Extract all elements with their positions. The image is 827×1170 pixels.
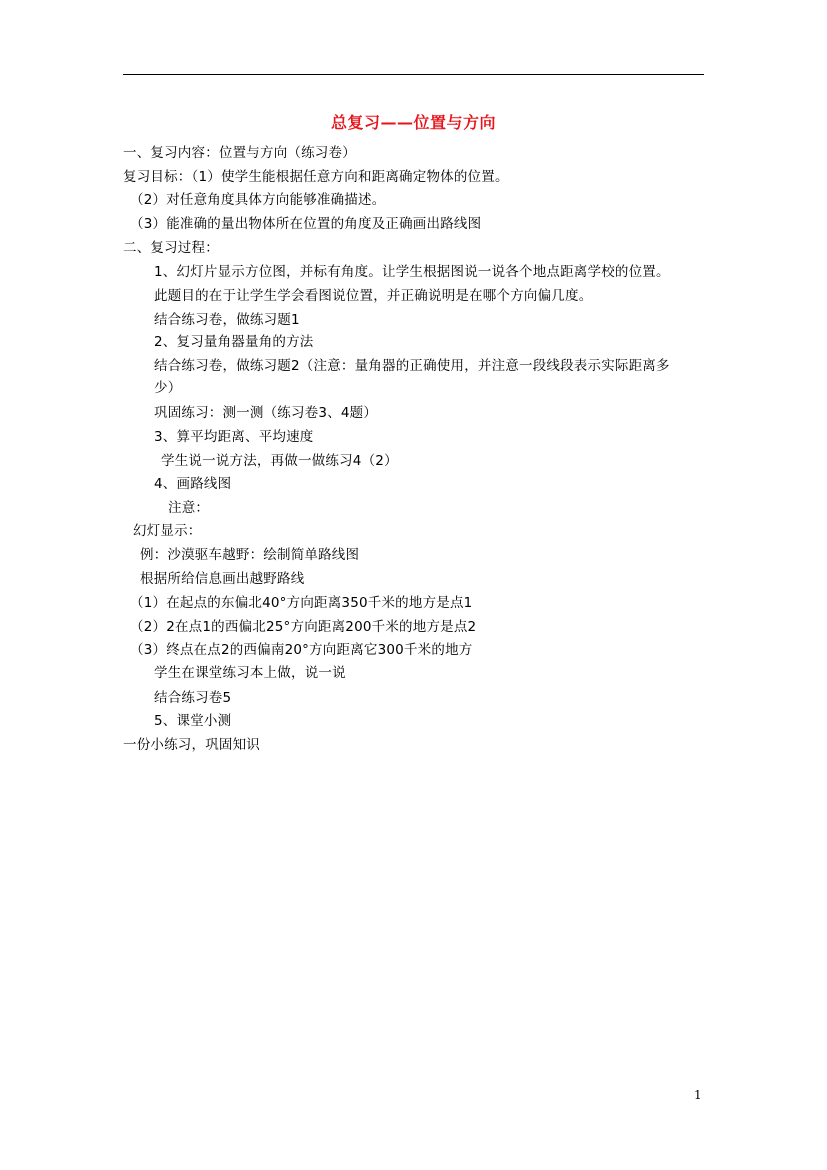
text-line: 根据所给信息画出越野路线 — [140, 571, 305, 587]
text-line: 结合练习卷，做练习题2（注意：量角器的正确使用，并注意一段线段表示实际距离多 — [154, 358, 670, 374]
text-line: 2、复习量角器量角的方法 — [154, 334, 314, 350]
text-line: 1、幻灯片显示方位图，并标有角度。让学生根据图说一说各个地点距离学校的位置。 — [154, 264, 670, 280]
text-line: 结合练习卷，做练习题1 — [154, 312, 300, 328]
text-line: 学生在课堂练习本上做，说一说 — [154, 665, 346, 681]
text-line: 少） — [154, 380, 182, 396]
text-line: 一份小练习，巩固知识 — [123, 737, 260, 753]
text-line: （3）能准确的量出物体所在位置的角度及正确画出路线图 — [130, 216, 482, 232]
document-title: 总复习——位置与方向 — [330, 113, 496, 132]
text-line: 例：沙漠驱车越野：绘制简单路线图 — [140, 547, 360, 563]
text-line: （2）2在点1的西偏北25°方向距离200千米的地方是点2 — [130, 619, 477, 635]
text-line: 巩固练习：测一测（练习卷3、4题） — [154, 405, 378, 421]
text-line: （1）在起点的东偏北40°方向距离350千米的地方是点1 — [130, 595, 473, 611]
text-line: （2）对任意角度具体方向能够准确描述。 — [130, 192, 386, 208]
text-line: 注意： — [168, 500, 210, 516]
text-line: 学生说一说方法，再做一做练习4（2） — [161, 453, 398, 469]
text-line: （3）终点在点2的西偏南20°方向距离它300千米的地方 — [130, 642, 473, 658]
text-line: 3、算平均距离、平均速度 — [154, 429, 314, 445]
text-line: 5、课堂小测 — [154, 713, 232, 729]
text-line: 此题目的在于让学生学会看图说位置，并正确说明是在哪个方向偏几度。 — [154, 288, 593, 304]
text-line: 二、复习过程： — [123, 240, 219, 256]
text-line: 一、复习内容：位置与方向（练习卷） — [123, 145, 356, 161]
text-line: 4、画路线图 — [154, 476, 232, 492]
text-line: 幻灯显示： — [133, 523, 202, 539]
text-line: 复习目标：（1）使学生能根据任意方向和距离确定物体的位置。 — [123, 169, 509, 185]
text-line: 结合练习卷5 — [154, 690, 232, 706]
header-rule — [123, 74, 704, 75]
page-number: 1 — [694, 1088, 702, 1102]
